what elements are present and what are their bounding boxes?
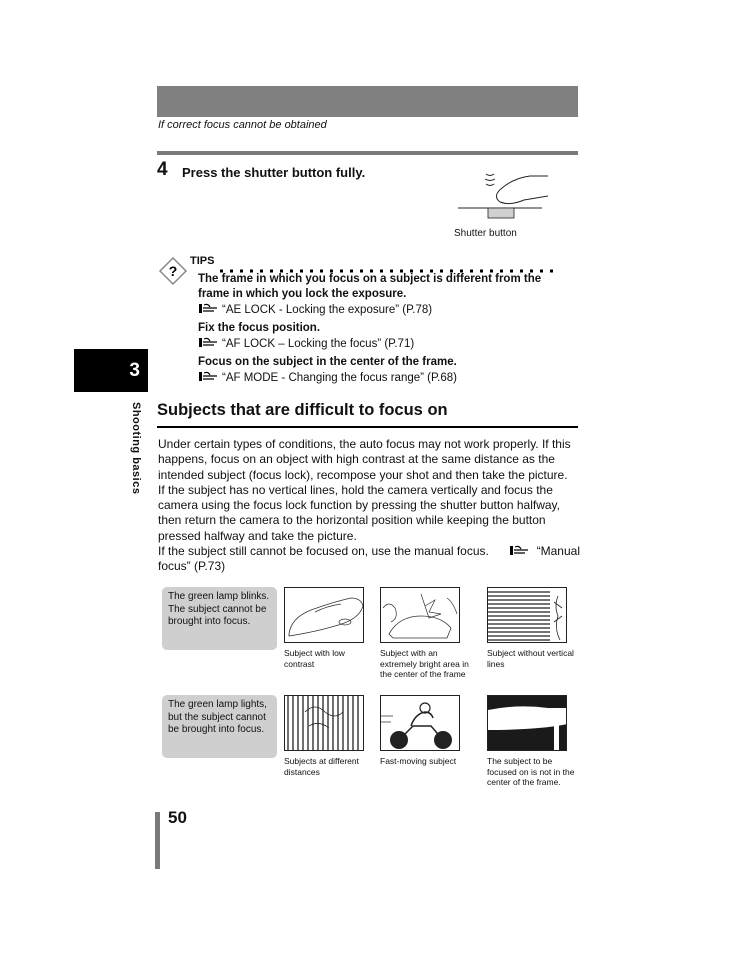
image-caption: Subject with an extremely bright area in the center of the frame — [380, 648, 469, 679]
note-box: The green lamp blinks. The subject cannot be brought into focus. — [162, 587, 277, 650]
question-diamond-icon — [158, 256, 188, 286]
vertical-bars-image — [284, 695, 364, 751]
page-number: 50 — [168, 808, 187, 827]
header-bar — [157, 86, 578, 117]
chapter-side-label: Shooting basics — [130, 402, 142, 495]
tips-label: TIPS — [190, 255, 215, 267]
section-body: Under certain types of conditions, the auto focus may not work properly. If this happens, focus on an object with high contrast at the same distance as the intended subject (focus lock), recompose your shot and then take the picture. If the subject has no vertical lines, hold the camera vertically and focus the camera using the focus lock function by pressing the shutter button halfway, then return the camera to the horizontal position while keeping the button pressed halfway and take the picture. If the subject still cannot be focused on, use the manual focus. “Manual focus” (P.73) — [158, 437, 580, 574]
horizontal-lines-image — [487, 587, 567, 643]
tip-item — [198, 321, 583, 352]
tip-reference: “AF MODE - Changing the focus range” (P.68) — [198, 370, 583, 386]
note-box: The green lamp lights, but the subject cannot be brought into focus. — [162, 695, 277, 758]
tip-title: Fix the focus position. — [198, 322, 321, 334]
pointing-hand-icon — [198, 302, 220, 314]
tip-title: frame in which you lock the exposure. — [198, 288, 407, 300]
tip-item — [198, 355, 583, 386]
motorcycle-image — [380, 695, 460, 751]
step-text: Press the shutter button fully. — [182, 165, 366, 180]
image-caption: Subject without vertical lines — [487, 648, 574, 669]
tip-title: The frame in which you focus on a subject is different from the — [198, 273, 542, 285]
shutter-button-illustration — [458, 162, 548, 224]
pointing-hand-icon — [198, 370, 220, 382]
tip-reference: “AE LOCK - Locking the exposure” (P.78) — [198, 302, 583, 318]
chapter-tab: 3 — [74, 349, 148, 392]
header-subtitle: If correct focus cannot be obtained — [158, 119, 327, 131]
figure-caption: Shutter button — [454, 228, 517, 239]
tip-title: Focus on the subject in the center of the frame. — [198, 356, 457, 368]
pointing-hand-icon — [509, 544, 531, 556]
image-caption: Subjects at different distances — [284, 756, 359, 777]
pointing-hand-icon — [198, 336, 220, 348]
image-caption: The subject to be focused on is not in the center of the frame. — [487, 756, 575, 787]
tips-dotted-line — [220, 260, 560, 264]
low-contrast-car-image — [284, 587, 364, 643]
tip-reference: “AF LOCK – Locking the focus” (P.71) — [198, 336, 583, 352]
bright-center-image — [380, 587, 460, 643]
svg-text:?: ? — [168, 263, 178, 279]
page-number-bar — [155, 812, 160, 869]
step-number: 4 — [157, 159, 168, 180]
divider — [157, 151, 578, 155]
section-title: Subjects that are difficult to focus on — [157, 401, 448, 419]
image-caption: Fast-moving subject — [380, 756, 457, 766]
tip-item — [198, 272, 583, 318]
section-rule — [157, 426, 578, 428]
off-center-subject-image — [487, 695, 567, 751]
image-caption: Subject with low contrast — [284, 648, 345, 669]
